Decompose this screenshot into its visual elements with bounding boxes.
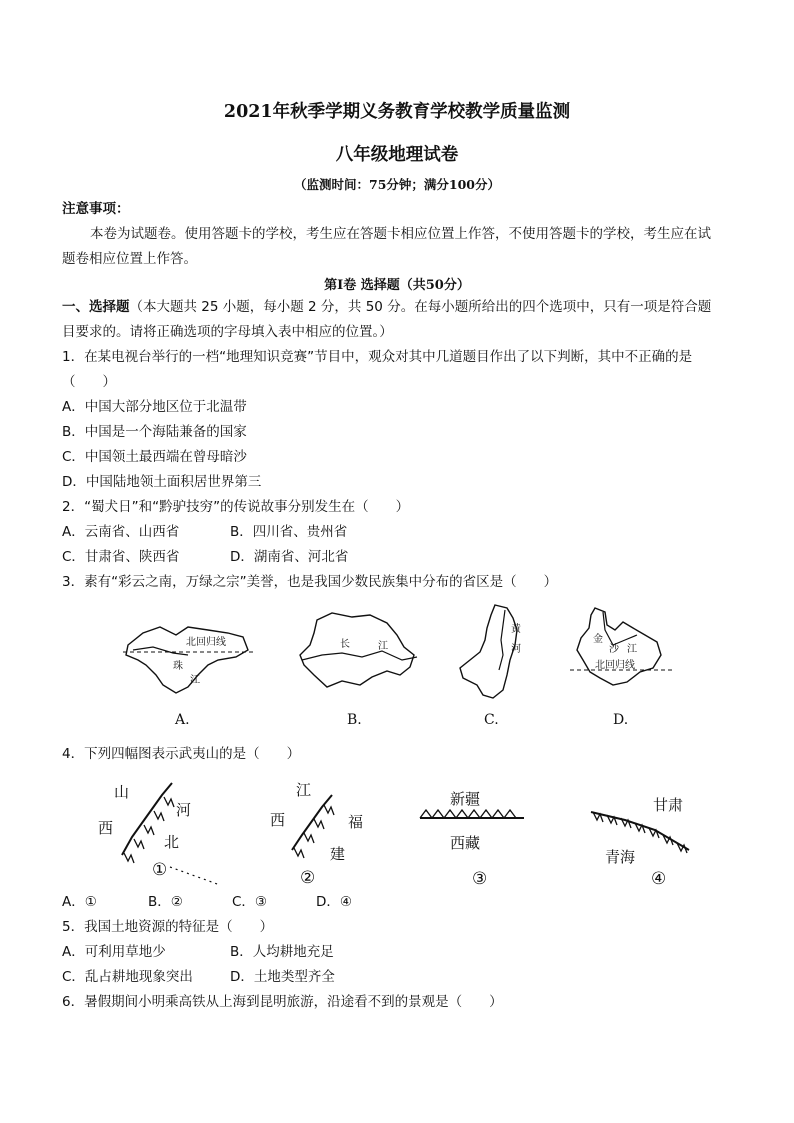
q5-option-a: A．可利用草地少 xyxy=(62,944,166,960)
fig2-ridge xyxy=(292,795,332,850)
q3-caption-d: D. xyxy=(613,712,629,728)
fig1-label-he: 河 xyxy=(176,801,192,819)
map-a-label-zhu: 珠 xyxy=(173,661,183,672)
fig2-label-xi: 西 xyxy=(270,811,286,829)
map-c-outline xyxy=(460,605,517,698)
exam-meta: （监测时间：75分钟；满分100分） xyxy=(294,177,500,192)
q5-option-b: B．人均耕地充足 xyxy=(230,944,334,960)
map-b-label-chang: 长 xyxy=(340,639,350,650)
map-c-label-huang: 黄 xyxy=(511,624,521,635)
q3-map-c xyxy=(455,600,545,705)
q4-option-a: A．① xyxy=(62,894,97,910)
q1-option-c: C．中国领土最西端在曾母暗沙 xyxy=(62,449,247,465)
notice-heading: 注意事项： xyxy=(62,201,130,217)
notice-line-1: 本卷为试题卷。使用答题卡的学校，考生应在答题卡相应位置上作答，不使用答题卡的学校，考生应在试 xyxy=(90,226,711,242)
q3-map-d xyxy=(565,600,680,705)
q5-stem: 5．我国土地资源的特征是（ ） xyxy=(62,919,274,935)
q6-stem: 6．暑假期间小明乘高铁从上海到昆明旅游，沿途看不到的景观是（ ） xyxy=(62,994,503,1010)
map-b-river xyxy=(302,651,417,660)
map-b-outline xyxy=(300,613,414,687)
q2-option-c: C．甘肃省、陕西省 xyxy=(62,549,180,565)
map-d-label-tropic: 北回归线 xyxy=(595,660,635,671)
fig2-label-jian: 建 xyxy=(330,845,346,863)
fig1-dotted-line xyxy=(170,867,220,885)
q2-option-a: A．云南省、山西省 xyxy=(62,524,180,540)
q1-stem-bracket: （ ） xyxy=(62,374,116,390)
fig4-ridge xyxy=(591,812,689,850)
notice-line-2: 题卷相应位置上作答。 xyxy=(62,251,197,267)
fig3-number: ③ xyxy=(472,869,488,889)
fig4-number: ④ xyxy=(651,869,667,889)
fig3-label-xizang: 西藏 xyxy=(450,834,481,852)
fig2-label-jiang: 江 xyxy=(296,781,312,799)
map-d-label-sha: 沙 xyxy=(609,644,619,655)
instructions-line-2: 目要求的。请将正确选项的字母填入表中相应的位置。） xyxy=(62,324,393,340)
map-c-river xyxy=(499,610,505,670)
q4-stem: 4．下列四幅图表示武夷山的是（ ） xyxy=(62,746,301,762)
q4-figure-2 xyxy=(262,775,382,890)
fig2-number: ② xyxy=(300,868,316,888)
fig3-peaks xyxy=(420,810,516,818)
q3-caption-a: A. xyxy=(175,712,190,728)
q3-stem: 3．素有“彩云之南，万绿之宗”美誉，也是我国少数民族集中分布的省区是（ ） xyxy=(62,574,558,590)
fig4-hachures xyxy=(593,812,687,853)
fig1-hachures xyxy=(124,797,174,863)
section-title: 第Ⅰ卷 选择题（共50分） xyxy=(324,278,470,293)
map-b-label-jiang: 江 xyxy=(378,641,388,652)
map-d-river xyxy=(603,612,637,645)
q4-figure-4 xyxy=(585,780,705,890)
q1-option-a: A．中国大部分地区位于北温带 xyxy=(62,399,247,415)
q5-option-d: D．土地类型齐全 xyxy=(230,969,335,985)
fig1-label-shan: 山 xyxy=(114,783,130,801)
fig1-label-bei: 北 xyxy=(164,833,180,851)
instructions-line-1 xyxy=(62,298,711,316)
q2-option-d: D．湖南省、河北省 xyxy=(230,549,349,565)
map-a-river xyxy=(133,647,188,655)
exam-title: 2021年秋季学期义务教育学校教学质量监测 xyxy=(223,102,571,122)
q2-option-b: B．四川省、贵州省 xyxy=(230,524,348,540)
q3-map-a xyxy=(118,605,258,700)
q4-option-d: D．④ xyxy=(316,894,352,910)
fig2-label-fu: 福 xyxy=(348,813,364,831)
q1-option-d: D．中国陆地领土面积居世界第三 xyxy=(62,474,262,490)
q1-stem: 1．在某电视台举行的一档“地理知识竞赛”节目中，观众对其中几道题目作出了以下判断，其中不正确的是 xyxy=(62,349,693,365)
q4-option-b: B．② xyxy=(148,894,183,910)
q4-option-c: C．③ xyxy=(232,894,268,910)
fig3-label-xinjiang: 新疆 xyxy=(450,790,481,808)
instructions-text: （本大题共 25 小题，每小题 2 分，共 50 分。在每小题所给出的四个选项中，只有一项是符合题 xyxy=(129,299,712,315)
q4-figure-3 xyxy=(412,780,532,890)
q1-option-b: B．中国是一个海陆兼备的国家 xyxy=(62,424,247,440)
instructions-label: 一、选择题 xyxy=(62,299,130,315)
fig2-hachures xyxy=(294,805,334,858)
q2-stem: 2．“蜀犬日”和“黔驴技穷”的传说故事分别发生在（ ） xyxy=(62,499,410,515)
fig1-number: ① xyxy=(152,860,168,880)
q3-map-b xyxy=(292,605,422,700)
fig1-label-xi: 西 xyxy=(98,819,114,837)
exam-subtitle: 八年级地理试卷 xyxy=(335,145,459,165)
map-d-label-jin: 金 xyxy=(593,634,603,645)
map-c-label-he: 河 xyxy=(511,644,521,655)
q3-caption-b: B. xyxy=(347,712,362,728)
q3-caption-c: C. xyxy=(484,712,499,728)
fig4-label-qinghai: 青海 xyxy=(605,848,636,866)
map-d-label-jiang: 江 xyxy=(627,644,637,655)
q5-option-c: C．乱占耕地现象突出 xyxy=(62,969,193,985)
fig4-label-gansu: 甘肃 xyxy=(653,796,684,814)
map-a-label-tropic: 北回归线 xyxy=(186,637,226,648)
map-a-label-jiang: 江 xyxy=(190,675,200,686)
map-d-outline xyxy=(577,608,661,685)
q4-figure-1 xyxy=(90,775,230,890)
